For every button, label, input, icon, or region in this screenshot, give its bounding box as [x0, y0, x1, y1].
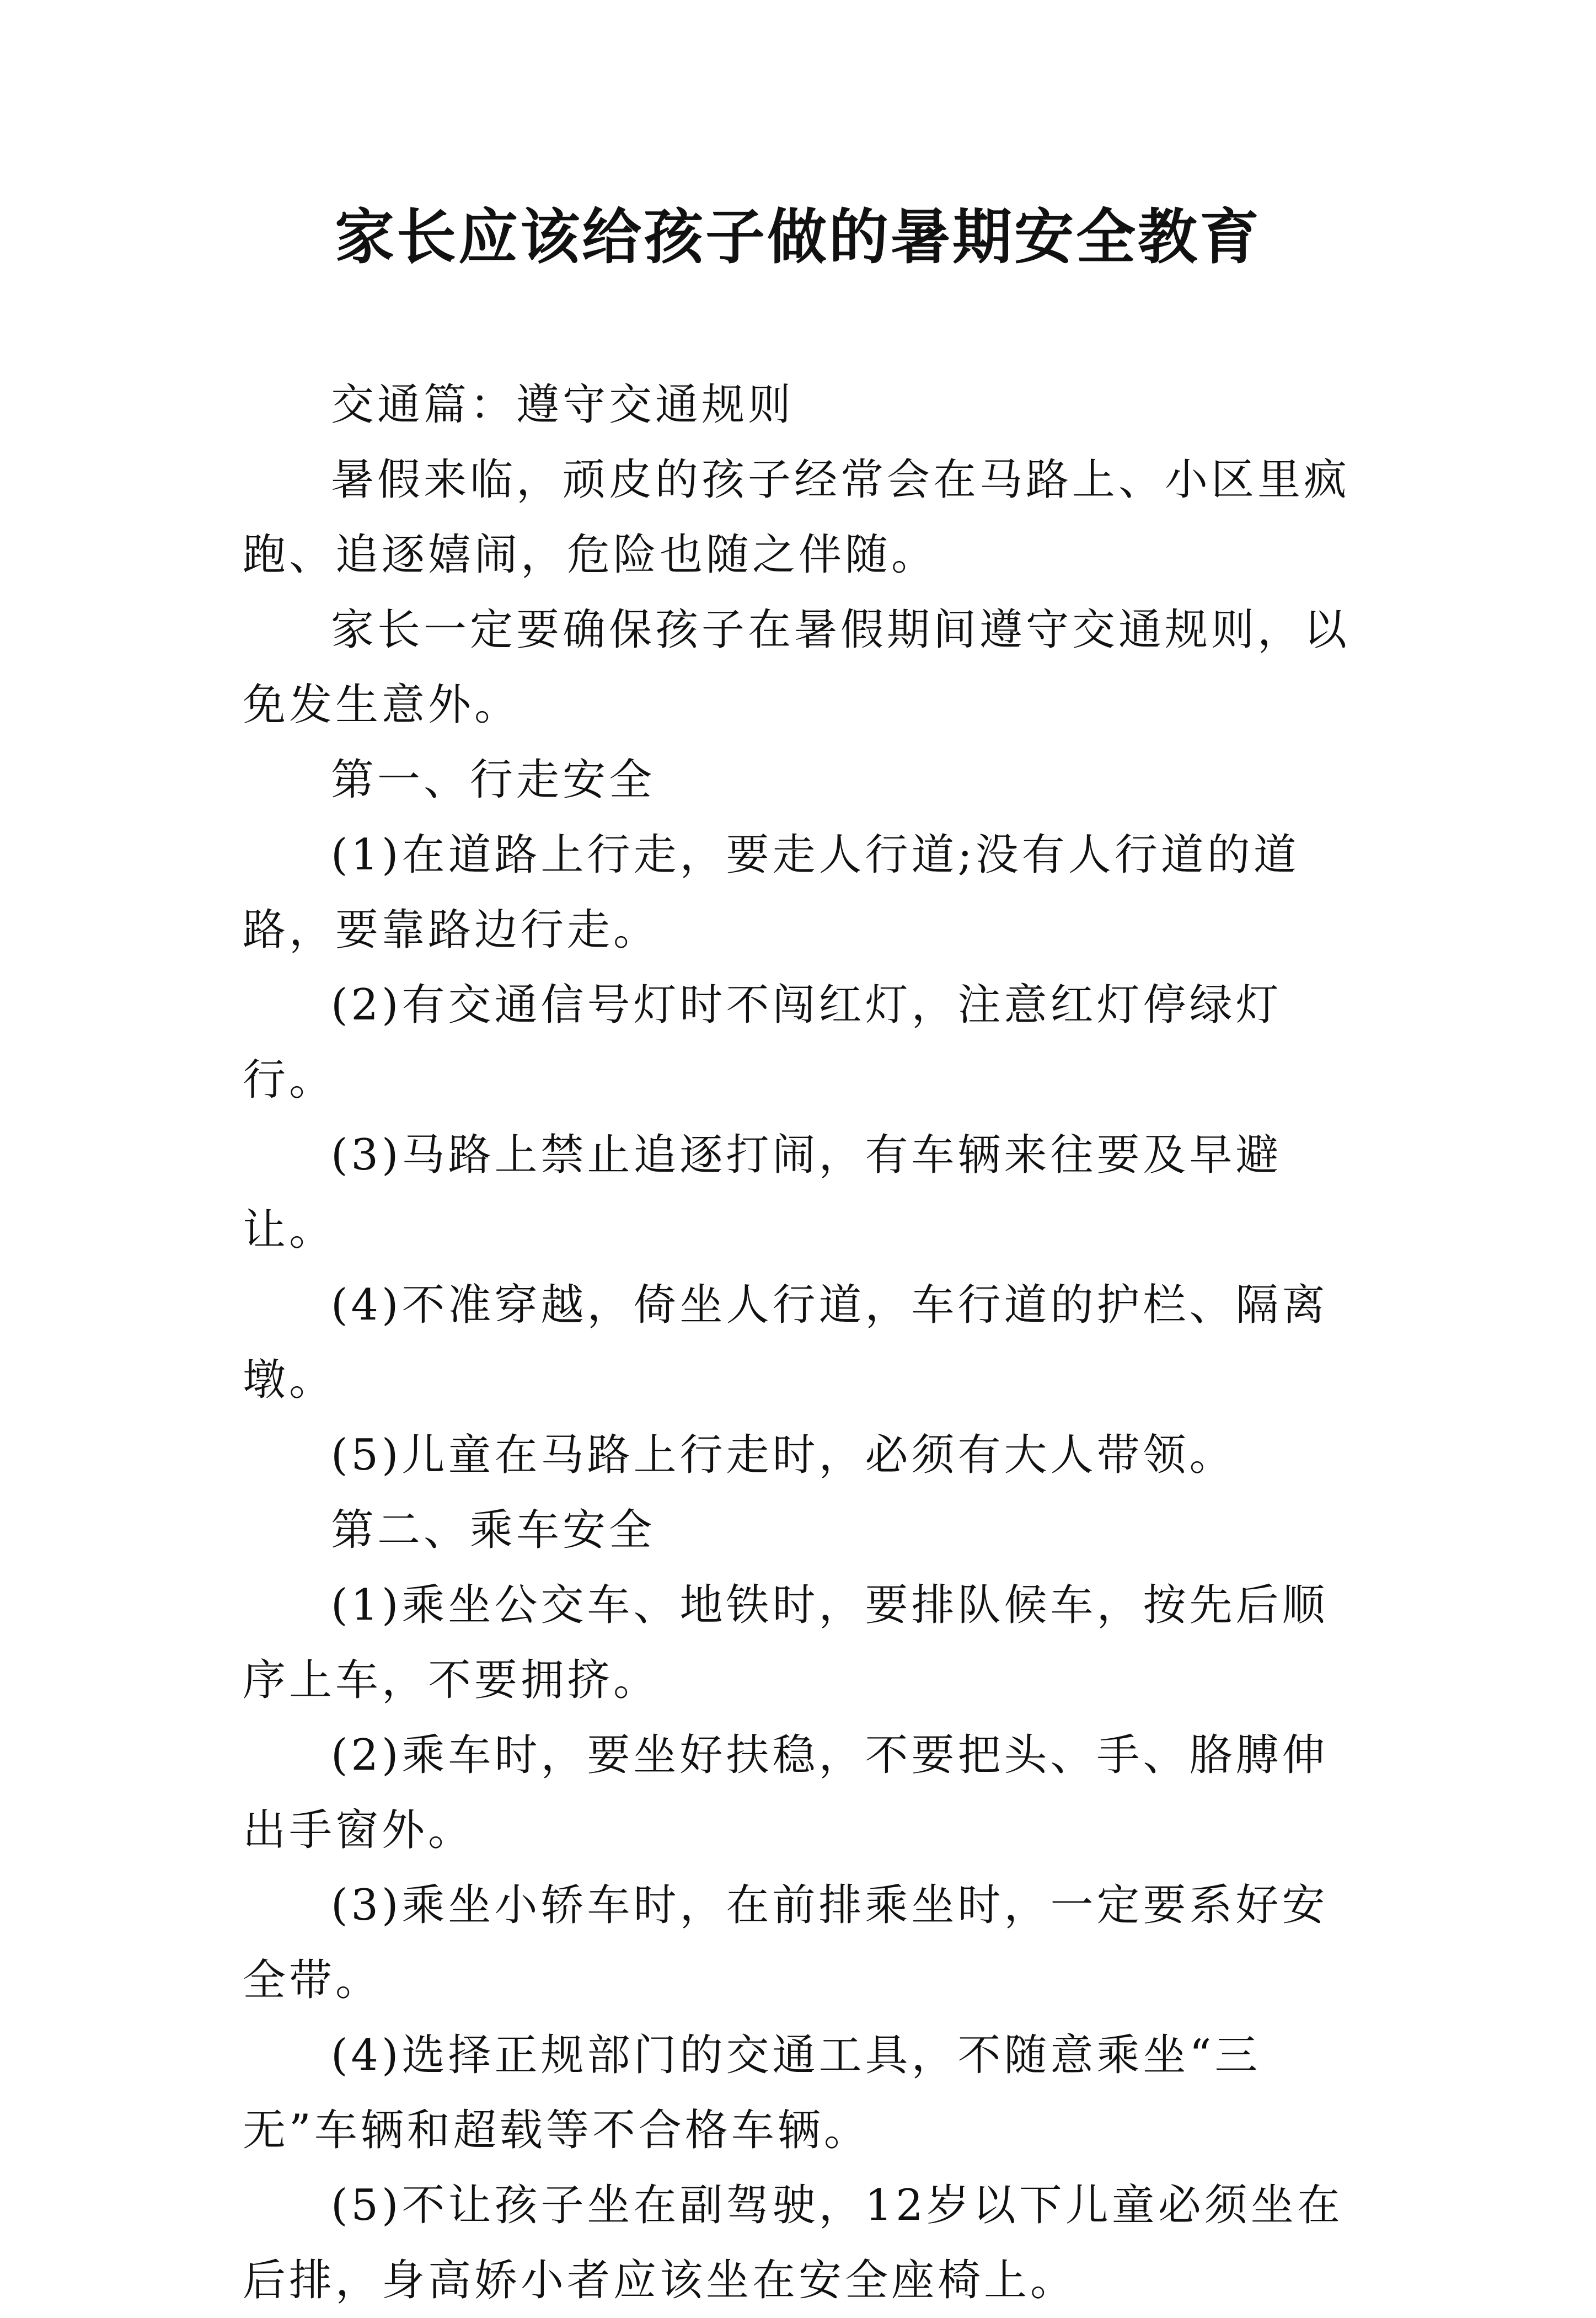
subheading-walking-safety: 第一、行走安全 — [331, 755, 656, 805]
list-item-walking-5: (5)儿童在马路上行走时，必须有大人带领。 — [331, 1430, 1236, 1480]
list-item-walking-3: (3)马路上禁止追逐打闹，有车辆来往要及早避让。 — [243, 1130, 1282, 1255]
subheading-riding-safety: 第二、乘车安全 — [331, 1505, 656, 1555]
document-title: 家长应该给孩子做的暑期安全教育 — [334, 202, 1261, 272]
list-item-walking-4: (4)不准穿越，倚坐人行道，车行道的护栏、隔离墩。 — [243, 1280, 1329, 1405]
list-item-riding-1: (1)乘坐公交车、地铁时，要排队候车，按先后顺序上车，不要拥挤。 — [243, 1580, 1329, 1705]
paragraph-intro: 暑假来临，顽皮的孩子经常会在马路上、小区里疯跑、追逐嬉闹，危险也随之伴随。 — [243, 455, 1351, 580]
list-item-riding-5: (5)不让孩子坐在副驾驶，12岁以下儿童必须坐在后排，身高娇小者应该坐在安全座椅上。 — [243, 2181, 1343, 2305]
list-item-riding-3: (3)乘坐小轿车时，在前排乘坐时，一定要系好安全带。 — [243, 1881, 1329, 2005]
document-body — [243, 367, 1368, 2318]
section-heading-traffic: 交通篇：遵守交通规则 — [331, 380, 795, 430]
list-item-walking-1: (1)在道路上行走，要走人行道;没有人行道的道路，要靠路边行走。 — [243, 830, 1300, 955]
list-item-riding-4: (4)选择正规部门的交通工具，不随意乘坐“三无”车辆和超载等不合格车辆。 — [243, 2031, 1261, 2155]
paragraph-rules: 家长一定要确保孩子在暑假期间遵守交通规则，以免发生意外。 — [243, 605, 1351, 730]
list-item-walking-2: (2)有交通信号灯时不闯红灯，注意红灯停绿灯行。 — [243, 980, 1282, 1105]
list-item-riding-2: (2)乘车时，要坐好扶稳，不要把头、手、胳膊伸出手窗外。 — [243, 1731, 1329, 1855]
